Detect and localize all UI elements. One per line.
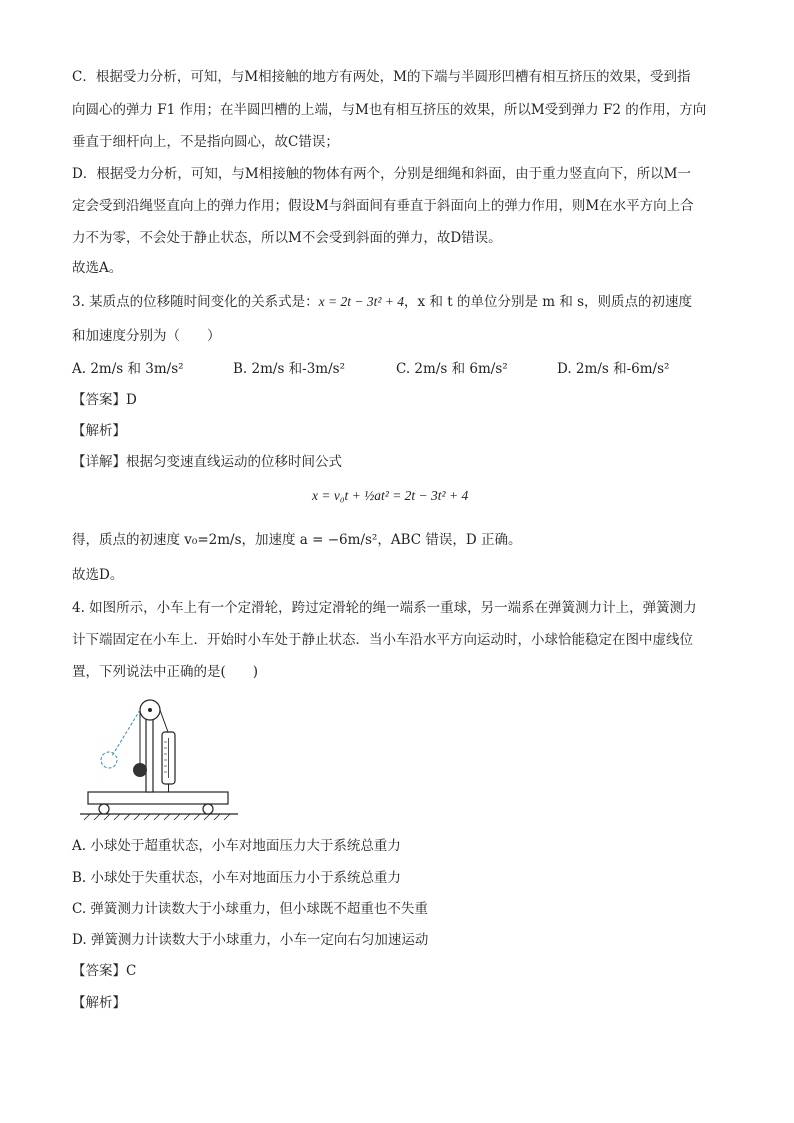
q3-detail-label: 【详解】 [72,454,126,470]
q3-stem-b: ，x 和 t 的单位分别是 m 和 s，则质点的初速度 [404,294,693,310]
q4-answer-value: C [126,963,137,979]
q4-option-a: A. 小球处于超重状态，小车对地面压力大于系统总重力 [72,838,401,854]
left-wheel [99,804,109,814]
q3-stem-a: 3. 某质点的位移随时间变化的关系式是： [72,294,319,310]
q3-analysis-label: 【解析】 [72,423,126,439]
q3-result: 得，质点的初速度 v₀=2m/s，加速度 a = −6m/s²，ABC 错误，D 正确。 [72,532,522,548]
rope-to-scale [160,710,168,732]
cart-body [88,792,228,804]
pulley-post [146,708,153,792]
q4-answer [72,961,136,981]
solution-d-line-3: 力不为零，不会处于静止状态，所以M不会受到斜面的弹力，故D错误。 [72,230,502,246]
right-wheel [203,804,213,814]
solution-c-line-3: 垂直于细杆向上，不是指向圆心，故C错误； [72,134,339,150]
solution-conclusion: 故选A。 [72,260,123,276]
q3-equation: x = 2t − 3t² + 4 [318,294,405,309]
solution-c-line-1: C．根据受力分析，可知，与M相接触的地方有两处，M的下端与半圆形凹槽有相互挤压的效果，受到指 [72,69,691,85]
q4-answer-label: 【答案】 [72,963,126,979]
q3-option-c: C. 2m/s 和 6m/s² [396,361,508,377]
q4-option-d: D. 弹簧测力计读数大于小球重力，小车一定向右匀加速运动 [72,932,429,948]
q3-detail-text: 根据匀变速直线运动的位移时间公式 [126,454,342,470]
q3-detail [72,452,342,472]
dashed-rope [112,710,140,756]
solution-d-line-2: 定会受到沿绳竖直向上的弹力作用；假设M与斜面间有垂直于斜面向上的弹力作用，则M在水平方向上合 [72,198,694,214]
ball [133,763,147,777]
solution-d-line-1: D．根据受力分析，可知，与M相接触的物体有两个，分别是细绳和斜面，由于重力竖直向下，所以M一 [72,166,691,182]
cart-pulley-figure [80,696,240,820]
q3-formula: x = v₀t + ½at² = 2t − 3t² + 4 [312,488,469,503]
ground-hatching [84,814,230,820]
q3-answer-value: D [126,392,137,408]
q4-stem-line-2: 计下端固定在小车上．开始时小车处于静止状态．当小车沿水平方向运动时，小球恰能稳定在图中虚线位 [72,632,693,648]
q3-answer-label: 【答案】 [72,392,126,408]
q3-stem-line-2: 和加速度分别为（ ） [72,328,221,344]
q4-option-c: C. 弹簧测力计读数大于小球重力，但小球既不超重也不失重 [72,901,428,917]
q3-option-a: A. 2m/s 和 3m/s² [72,361,184,377]
q3-answer [72,390,137,410]
q3-stem [72,292,692,312]
solution-c-line-2: 向圆心的弹力 F1 作用；在半圆凹槽的上端，与M也有相互挤压的效果，所以M受到弹力 F2 的作用，方向 [72,102,707,118]
q4-stem-line-1: 4. 如图所示，小车上有一个定滑轮，跨过定滑轮的绳一端系一重球，另一端系在弹簧测力计上，弹簧测力 [72,600,697,616]
q3-option-b: B. 2m/s 和-3m/s² [233,361,346,377]
pulley-axle [148,708,152,712]
dashed-ball [101,752,117,768]
q3-conclusion: 故选D。 [72,567,124,583]
q4-stem-line-3: 置，下列说法中正确的是( ) [72,664,259,680]
q3-option-d: D. 2m/s 和-6m/s² [557,361,670,377]
q4-analysis-label: 【解析】 [72,995,126,1011]
q4-option-b: B. 小球处于失重状态，小车对地面压力小于系统总重力 [72,870,402,886]
